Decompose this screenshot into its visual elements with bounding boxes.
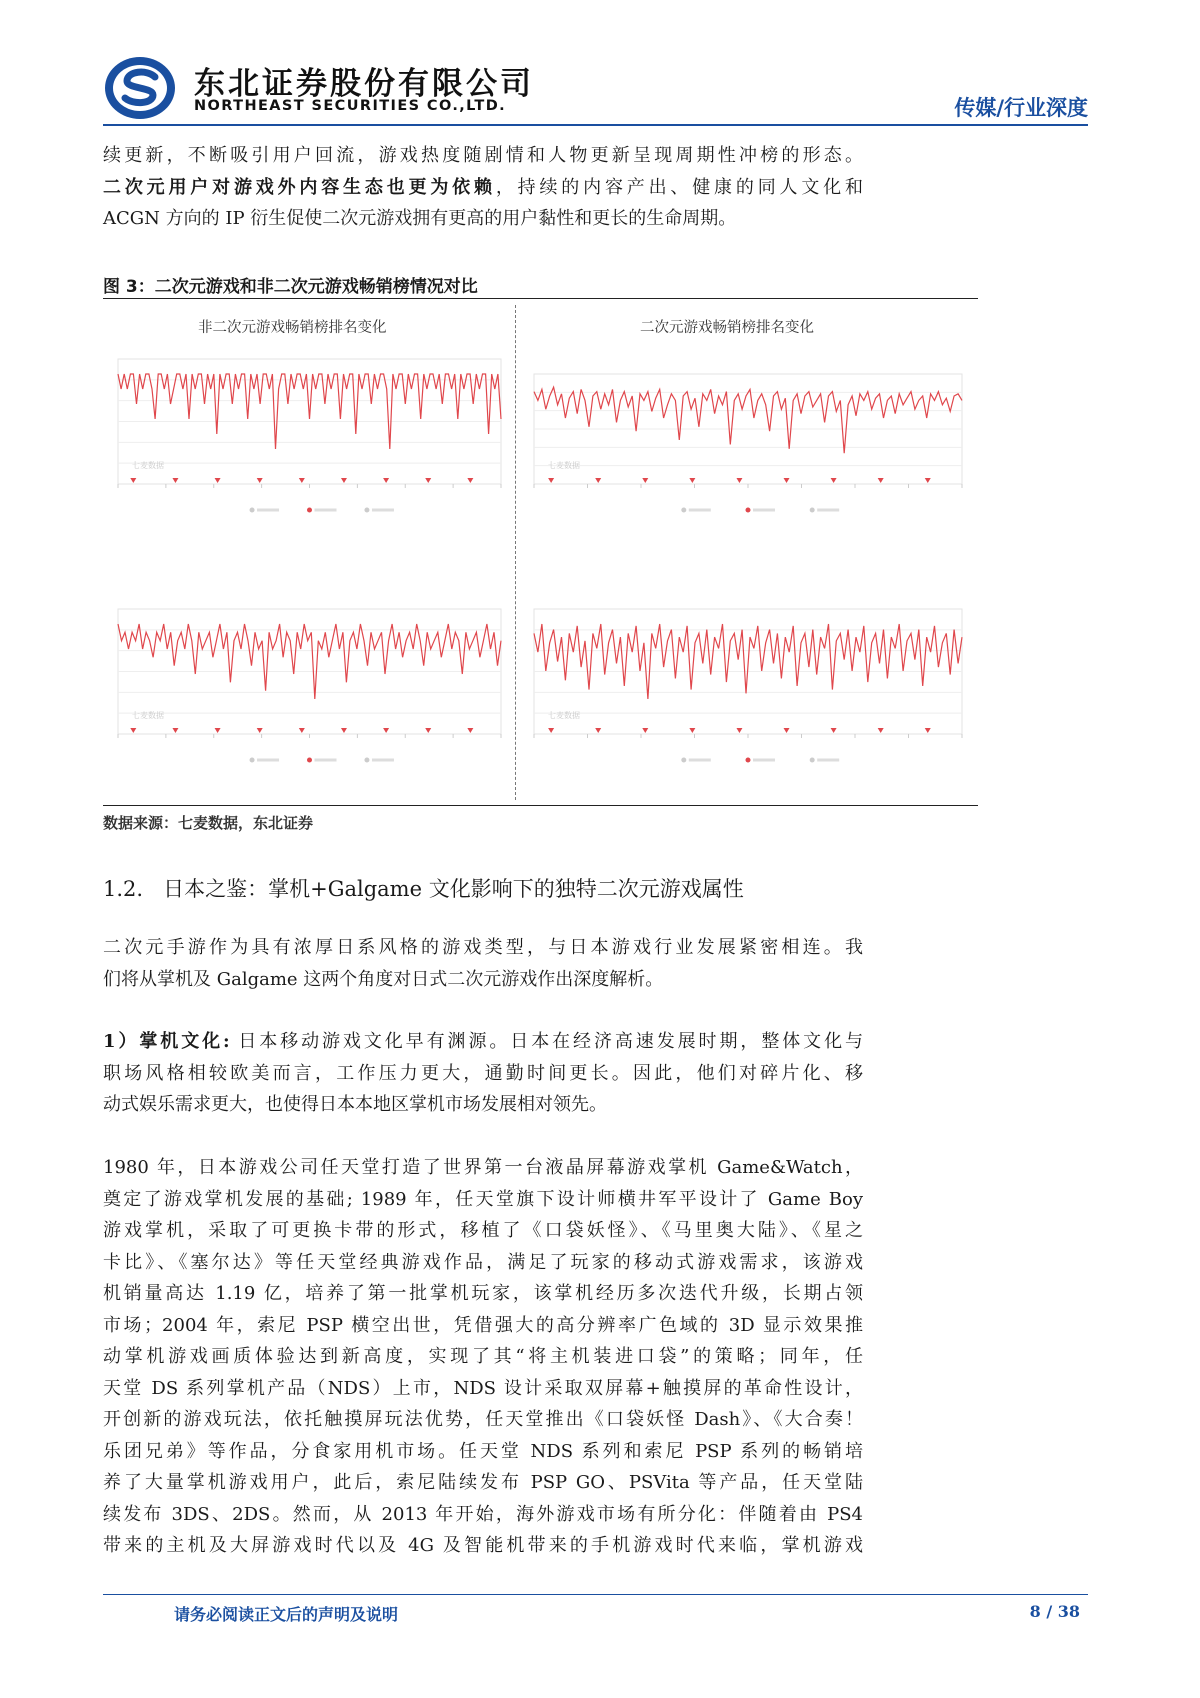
legend-label-bar <box>372 759 394 762</box>
company-logo <box>103 55 177 121</box>
footer-divider <box>103 1594 1088 1595</box>
chart-acg-top <box>520 360 970 520</box>
figure-title: 图 3：二次元游戏和非二次元游戏畅销榜情况对比 <box>103 277 478 297</box>
text-line: 二次元手游作为具有浓厚日系风格的游戏类型，与日本游戏行业发展紧密相连。我 <box>103 937 863 958</box>
report-category: 传媒/行业深度 <box>954 96 1088 120</box>
text-line: 们将从掌机及 Galgame 这两个角度对日式二次元游戏作出深度解析。 <box>103 968 664 990</box>
legend-label-bar <box>817 509 839 512</box>
section-number: 1.2. <box>103 877 144 901</box>
watermark: 七麦数据 <box>548 461 580 470</box>
legend-label-bar <box>753 509 775 512</box>
left-panel-caption: 非二次元游戏畅销榜排名变化 <box>198 320 387 336</box>
legend-marker <box>364 508 369 513</box>
header-divider <box>103 124 1088 126</box>
text-line: 市场；2004 年，索尼 PSP 横空出世，凭借强大的高分辨率广色域的 3D 显示效果推 <box>103 1314 863 1336</box>
paragraph-1 <box>103 932 863 995</box>
text-line <box>103 1026 863 1058</box>
text-line: 动式娱乐需求更大，也使得日本本地区掌机市场发展相对领先。 <box>103 1094 607 1115</box>
chart-non-acg-bottom <box>104 595 509 770</box>
figure-source: 数据来源：七麦数据，东北证券 <box>103 814 314 832</box>
legend-marker <box>250 758 255 763</box>
text-line: 1980 年，日本游戏公司任天堂打造了世界第一台液晶屏幕游戏掌机 Game&Watch， <box>103 1157 863 1178</box>
emphasis-text: 1）掌机文化: <box>103 1031 230 1052</box>
figure-top-rule <box>103 298 978 299</box>
text-line: 天堂 DS 系列掌机产品（NDS）上市，NDS 设计采取双屏幕+触摸屏的革命性设计， <box>103 1377 863 1399</box>
text-line: 奠定了游戏掌机发展的基础; 1989 年，任天堂旗下设计师横井军平设计了 Game Boy <box>103 1188 863 1210</box>
legend-marker <box>307 758 312 763</box>
legend-label-bar <box>315 759 337 762</box>
watermark: 七麦数据 <box>132 461 164 470</box>
legend-marker <box>681 758 686 763</box>
page-number: 8 / 38 <box>1029 1602 1080 1621</box>
text-line <box>103 172 863 204</box>
legend-marker <box>681 508 686 513</box>
figure-column-divider <box>515 305 516 800</box>
legend-marker <box>250 508 255 513</box>
text-line: 游戏掌机，采取了可更换卡带的形式，移植了《口袋妖怪》、《马里奥大陆》、《星之 <box>103 1220 863 1241</box>
text-line: 卡比》、《塞尔达》等任天堂经典游戏作品，满足了玩家的移动式游戏需求，该游戏 <box>103 1251 863 1273</box>
legend-marker <box>810 758 815 763</box>
figure-bottom-rule <box>103 805 978 806</box>
chart-acg-bottom <box>520 595 970 770</box>
legend-label-bar <box>689 509 711 512</box>
legend-label-bar <box>372 509 394 512</box>
chart-non-acg-top <box>104 345 509 520</box>
legend-marker <box>746 758 751 763</box>
company-name-en: NORTHEAST SECURITIES CO.,LTD. <box>194 98 507 114</box>
text-line: 开创新的游戏玩法，依托触摸屏玩法优势，任天堂推出《口袋妖怪 Dash》、《大合奏！ <box>103 1409 863 1430</box>
right-panel-caption: 二次元游戏畅销榜排名变化 <box>640 320 814 336</box>
text-line: 续发布 3DS、2DS。然而，从 2013 年开始，海外游戏市场有所分化：伴随着由 PS4 <box>103 1503 863 1525</box>
intro-paragraph <box>103 140 863 235</box>
disclaimer-note: 请务必阅读正文后的声明及说明 <box>174 1605 399 1624</box>
company-name-cn: 东北证券股份有限公司 <box>194 66 534 102</box>
legend-label-bar <box>315 509 337 512</box>
text-line: ACGN 方向的 IP 衍生促使二次元游戏拥有更高的用户黏性和更长的生命周期。 <box>103 208 737 229</box>
legend-label-bar <box>817 759 839 762</box>
watermark: 七麦数据 <box>132 711 164 720</box>
legend-label-bar <box>257 759 279 762</box>
legend-label-bar <box>753 759 775 762</box>
paragraph-3 <box>103 1152 863 1562</box>
text-span: 日本移动游戏文化早有渊源。日本在经济高速发展时期，整体文化与 <box>229 1031 863 1052</box>
legend-marker <box>364 758 369 763</box>
emphasis-text: 二次元用户对游戏外内容生态也更为依赖 <box>103 176 496 198</box>
legend-label-bar <box>257 509 279 512</box>
text-span: ，持续的内容产出、健康的同人文化和 <box>495 176 864 198</box>
text-line: 乐团兄弟》等作品，分食家用机市场。任天堂 NDS 系列和索尼 PSP 系列的畅销培 <box>103 1440 863 1462</box>
legend-marker <box>810 508 815 513</box>
legend-label-bar <box>689 759 711 762</box>
legend-marker <box>746 508 751 513</box>
text-line: 职场风格相较欧美而言，工作压力更大，通勤时间更长。因此，他们对碎片化、移 <box>103 1062 863 1084</box>
text-line: 带来的主机及大屏游戏时代以及 4G 及智能机带来的手机游戏时代来临，掌机游戏 <box>103 1535 863 1556</box>
text-line: 养了大量掌机游戏用户，此后，索尼陆续发布 PSP GO、PSVita 等产品，任天堂陆 <box>103 1472 863 1493</box>
text-line: 续更新，不断吸引用户回流，游戏热度随剧情和人物更新呈现周期性冲榜的形态。 <box>103 145 863 166</box>
section-heading <box>103 873 744 903</box>
watermark: 七麦数据 <box>548 711 580 720</box>
legend-marker <box>307 508 312 513</box>
section-title-text: 日本之鉴：掌机+Galgame 文化影响下的独特二次元游戏属性 <box>163 877 744 901</box>
text-line: 机销量高达 1.19 亿，培养了第一批掌机玩家，该掌机经历多次迭代升级，长期占领 <box>103 1283 863 1304</box>
text-line: 动掌机游戏画质体验达到新高度，实现了其“将主机装进口袋”的策略；同年，任 <box>103 1346 863 1367</box>
paragraph-2 <box>103 1026 863 1121</box>
